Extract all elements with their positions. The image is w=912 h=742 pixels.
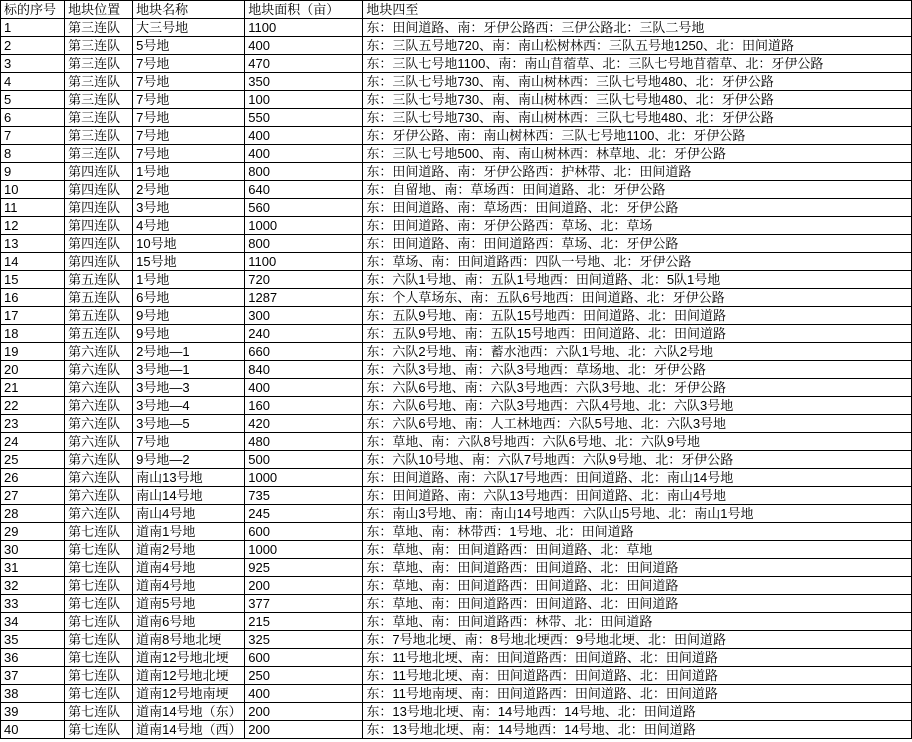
cell-area: 400 xyxy=(245,37,363,55)
cell-area: 1000 xyxy=(245,217,363,235)
cell-area: 720 xyxy=(245,271,363,289)
cell-bounds: 东：草地、南：田间道路西：林带、北：田间道路 xyxy=(363,613,912,631)
table-row xyxy=(1,667,912,685)
cell-name: 道南12号地北埂 xyxy=(133,649,245,667)
cell-location: 第三连队 xyxy=(65,91,133,109)
column-header-area: 地块面积（亩） xyxy=(245,1,363,19)
cell-name: 道南14号地（西） xyxy=(133,721,245,739)
cell-location: 第五连队 xyxy=(65,307,133,325)
cell-bounds: 东：五队9号地、南：五队15号地西：田间道路、北：田间道路 xyxy=(363,307,912,325)
cell-area: 660 xyxy=(245,343,363,361)
cell-name: 7号地 xyxy=(133,109,245,127)
table-row xyxy=(1,235,912,253)
cell-area: 1100 xyxy=(245,253,363,271)
cell-area: 800 xyxy=(245,235,363,253)
table-row xyxy=(1,73,912,91)
cell-name: 7号地 xyxy=(133,145,245,163)
table-row xyxy=(1,397,912,415)
table-row xyxy=(1,451,912,469)
cell-location: 第六连队 xyxy=(65,451,133,469)
cell-area: 400 xyxy=(245,685,363,703)
cell-location: 第六连队 xyxy=(65,469,133,487)
cell-location: 第三连队 xyxy=(65,109,133,127)
cell-location: 第三连队 xyxy=(65,145,133,163)
cell-bounds: 东：11号地北埂、南：田间道路西：田间道路、北：田间道路 xyxy=(363,667,912,685)
cell-seq: 24 xyxy=(1,433,65,451)
cell-area: 200 xyxy=(245,721,363,739)
cell-bounds: 东：13号地北埂、南：14号地西：14号地、北：田间道路 xyxy=(363,721,912,739)
cell-area: 300 xyxy=(245,307,363,325)
table-row xyxy=(1,19,912,37)
table-row xyxy=(1,343,912,361)
table-row xyxy=(1,487,912,505)
cell-name: 南山13号地 xyxy=(133,469,245,487)
table-row xyxy=(1,55,912,73)
table-row xyxy=(1,415,912,433)
cell-bounds: 东：牙伊公路、南：南山树林西：三队七号地1100、北：牙伊公路 xyxy=(363,127,912,145)
cell-location: 第三连队 xyxy=(65,55,133,73)
cell-area: 400 xyxy=(245,127,363,145)
cell-location: 第七连队 xyxy=(65,541,133,559)
cell-name: 7号地 xyxy=(133,433,245,451)
cell-bounds: 东：田间道路、南：牙伊公路西：护林带、北：田间道路 xyxy=(363,163,912,181)
table-row xyxy=(1,559,912,577)
cell-name: 道南5号地 xyxy=(133,595,245,613)
cell-name: 7号地 xyxy=(133,127,245,145)
cell-bounds: 东：田间道路、南：草场西：田间道路、北：牙伊公路 xyxy=(363,199,912,217)
cell-area: 250 xyxy=(245,667,363,685)
cell-bounds: 东：草地、南：田间道路西：田间道路、北：草地 xyxy=(363,541,912,559)
column-header-seq: 标的序号 xyxy=(1,1,65,19)
cell-name: 道南2号地 xyxy=(133,541,245,559)
cell-seq: 6 xyxy=(1,109,65,127)
table-row xyxy=(1,289,912,307)
cell-location: 第三连队 xyxy=(65,37,133,55)
table-row xyxy=(1,577,912,595)
cell-name: 4号地 xyxy=(133,217,245,235)
cell-seq: 18 xyxy=(1,325,65,343)
cell-bounds: 东：六队6号地、南：六队3号地西：六队4号地、北：六队3号地 xyxy=(363,397,912,415)
table-row xyxy=(1,37,912,55)
cell-location: 第七连队 xyxy=(65,649,133,667)
cell-seq: 20 xyxy=(1,361,65,379)
table-header-row xyxy=(1,1,912,19)
cell-area: 1000 xyxy=(245,541,363,559)
table-row xyxy=(1,253,912,271)
table-body xyxy=(1,19,912,739)
cell-seq: 40 xyxy=(1,721,65,739)
cell-location: 第六连队 xyxy=(65,361,133,379)
cell-location: 第七连队 xyxy=(65,613,133,631)
cell-bounds: 东：三队七号地1100、南：南山苜蓿草、北：三队七号地苜蓿草、北：牙伊公路 xyxy=(363,55,912,73)
table-row xyxy=(1,361,912,379)
cell-name: 道南14号地（东） xyxy=(133,703,245,721)
cell-bounds: 东：三队七号地730、南、南山树林西：三队七号地480、北：牙伊公路 xyxy=(363,73,912,91)
cell-bounds: 东：三队五号地720、南：南山松树林西：三队五号地1250、北：田间道路 xyxy=(363,37,912,55)
cell-location: 第四连队 xyxy=(65,163,133,181)
cell-location: 第五连队 xyxy=(65,271,133,289)
cell-area: 1100 xyxy=(245,19,363,37)
cell-seq: 33 xyxy=(1,595,65,613)
cell-bounds: 东：田间道路、南：六队17号地西：田间道路、北：南山14号地 xyxy=(363,469,912,487)
table-row xyxy=(1,685,912,703)
cell-name: 3号地—3 xyxy=(133,379,245,397)
cell-name: 大三号地 xyxy=(133,19,245,37)
cell-area: 400 xyxy=(245,379,363,397)
cell-area: 400 xyxy=(245,145,363,163)
cell-area: 560 xyxy=(245,199,363,217)
cell-bounds: 东：自留地、南：草场西：田间道路、北：牙伊公路 xyxy=(363,181,912,199)
table-row xyxy=(1,379,912,397)
cell-bounds: 东：六队10号地、南：六队7号地西：六队9号地、北：牙伊公路 xyxy=(363,451,912,469)
cell-seq: 21 xyxy=(1,379,65,397)
cell-bounds: 东：个人草场东、南：五队6号地西：田间道路、北：牙伊公路 xyxy=(363,289,912,307)
cell-seq: 2 xyxy=(1,37,65,55)
cell-name: 南山4号地 xyxy=(133,505,245,523)
cell-location: 第六连队 xyxy=(65,433,133,451)
cell-area: 600 xyxy=(245,649,363,667)
cell-seq: 4 xyxy=(1,73,65,91)
cell-name: 道南4号地 xyxy=(133,577,245,595)
cell-seq: 23 xyxy=(1,415,65,433)
cell-location: 第五连队 xyxy=(65,289,133,307)
table-row xyxy=(1,541,912,559)
cell-seq: 5 xyxy=(1,91,65,109)
cell-name: 7号地 xyxy=(133,91,245,109)
cell-bounds: 东：11号地北埂、南：田间道路西：田间道路、北：田间道路 xyxy=(363,649,912,667)
cell-area: 420 xyxy=(245,415,363,433)
cell-seq: 1 xyxy=(1,19,65,37)
cell-seq: 37 xyxy=(1,667,65,685)
cell-area: 800 xyxy=(245,163,363,181)
cell-name: 7号地 xyxy=(133,73,245,91)
cell-seq: 34 xyxy=(1,613,65,631)
cell-location: 第七连队 xyxy=(65,667,133,685)
cell-location: 第六连队 xyxy=(65,343,133,361)
cell-location: 第七连队 xyxy=(65,559,133,577)
cell-name: 9号地—2 xyxy=(133,451,245,469)
cell-name: 9号地 xyxy=(133,307,245,325)
cell-seq: 22 xyxy=(1,397,65,415)
cell-bounds: 东：三队七号地730、南、南山树林西：三队七号地480、北：牙伊公路 xyxy=(363,109,912,127)
cell-location: 第三连队 xyxy=(65,73,133,91)
cell-location: 第七连队 xyxy=(65,523,133,541)
cell-seq: 31 xyxy=(1,559,65,577)
cell-name: 1号地 xyxy=(133,271,245,289)
cell-bounds: 东：13号地北埂、南：14号地西：14号地、北：田间道路 xyxy=(363,703,912,721)
cell-name: 南山14号地 xyxy=(133,487,245,505)
table-row xyxy=(1,181,912,199)
cell-bounds: 东：南山3号地、南：南山14号地西：六队山5号地、北：南山1号地 xyxy=(363,505,912,523)
cell-name: 1号地 xyxy=(133,163,245,181)
cell-location: 第四连队 xyxy=(65,181,133,199)
cell-name: 道南4号地 xyxy=(133,559,245,577)
cell-location: 第四连队 xyxy=(65,253,133,271)
cell-seq: 11 xyxy=(1,199,65,217)
cell-seq: 25 xyxy=(1,451,65,469)
cell-seq: 29 xyxy=(1,523,65,541)
cell-name: 7号地 xyxy=(133,55,245,73)
cell-area: 600 xyxy=(245,523,363,541)
cell-area: 325 xyxy=(245,631,363,649)
cell-location: 第四连队 xyxy=(65,235,133,253)
table-row xyxy=(1,127,912,145)
cell-seq: 28 xyxy=(1,505,65,523)
cell-area: 550 xyxy=(245,109,363,127)
cell-area: 1287 xyxy=(245,289,363,307)
table-row xyxy=(1,145,912,163)
table-header xyxy=(1,1,912,19)
cell-location: 第六连队 xyxy=(65,415,133,433)
table-row xyxy=(1,595,912,613)
cell-name: 2号地—1 xyxy=(133,343,245,361)
cell-area: 1000 xyxy=(245,469,363,487)
cell-area: 377 xyxy=(245,595,363,613)
cell-bounds: 东：草地、南：田间道路西：田间道路、北：田间道路 xyxy=(363,595,912,613)
cell-bounds: 东：六队6号地、南：六队3号地西：六队3号地、北：牙伊公路 xyxy=(363,379,912,397)
cell-seq: 7 xyxy=(1,127,65,145)
cell-name: 9号地 xyxy=(133,325,245,343)
cell-bounds: 东：六队3号地、南：六队3号地西：草场地、北：牙伊公路 xyxy=(363,361,912,379)
cell-bounds: 东：田间道路、南：牙伊公路西：草场、北：草场 xyxy=(363,217,912,235)
cell-name: 道南12号地南埂 xyxy=(133,685,245,703)
table-row xyxy=(1,163,912,181)
cell-bounds: 东：草地、南：六队8号地西：六队6号地、北：六队9号地 xyxy=(363,433,912,451)
table-row xyxy=(1,613,912,631)
cell-bounds: 东：草场、南：田间道路西：四队一号地、北：牙伊公路 xyxy=(363,253,912,271)
table-row xyxy=(1,325,912,343)
cell-area: 640 xyxy=(245,181,363,199)
table-row xyxy=(1,703,912,721)
cell-area: 925 xyxy=(245,559,363,577)
table-row xyxy=(1,307,912,325)
cell-area: 840 xyxy=(245,361,363,379)
cell-name: 道南8号地北埂 xyxy=(133,631,245,649)
cell-area: 160 xyxy=(245,397,363,415)
table-row xyxy=(1,505,912,523)
cell-seq: 38 xyxy=(1,685,65,703)
cell-seq: 26 xyxy=(1,469,65,487)
cell-area: 200 xyxy=(245,577,363,595)
cell-location: 第七连队 xyxy=(65,685,133,703)
cell-area: 350 xyxy=(245,73,363,91)
cell-name: 15号地 xyxy=(133,253,245,271)
table-row xyxy=(1,199,912,217)
table-row xyxy=(1,271,912,289)
cell-area: 240 xyxy=(245,325,363,343)
column-header-location: 地块位置 xyxy=(65,1,133,19)
cell-name: 道南6号地 xyxy=(133,613,245,631)
cell-seq: 30 xyxy=(1,541,65,559)
cell-location: 第六连队 xyxy=(65,487,133,505)
cell-seq: 8 xyxy=(1,145,65,163)
table-row xyxy=(1,433,912,451)
cell-name: 10号地 xyxy=(133,235,245,253)
cell-seq: 15 xyxy=(1,271,65,289)
column-header-bounds: 地块四至 xyxy=(363,1,912,19)
cell-name: 3号地 xyxy=(133,199,245,217)
cell-area: 200 xyxy=(245,703,363,721)
cell-name: 3号地—4 xyxy=(133,397,245,415)
table-row xyxy=(1,91,912,109)
column-header-name: 地块名称 xyxy=(133,1,245,19)
cell-seq: 36 xyxy=(1,649,65,667)
cell-bounds: 东：三队七号地730、南、南山树林西：三队七号地480、北：牙伊公路 xyxy=(363,91,912,109)
cell-location: 第四连队 xyxy=(65,199,133,217)
cell-name: 2号地 xyxy=(133,181,245,199)
cell-seq: 32 xyxy=(1,577,65,595)
cell-area: 245 xyxy=(245,505,363,523)
cell-seq: 39 xyxy=(1,703,65,721)
cell-name: 道南12号地北埂 xyxy=(133,667,245,685)
cell-location: 第三连队 xyxy=(65,127,133,145)
cell-location: 第六连队 xyxy=(65,505,133,523)
cell-area: 500 xyxy=(245,451,363,469)
cell-location: 第五连队 xyxy=(65,325,133,343)
cell-name: 5号地 xyxy=(133,37,245,55)
cell-bounds: 东：11号地南埂、南：田间道路西：田间道路、北：田间道路 xyxy=(363,685,912,703)
cell-seq: 12 xyxy=(1,217,65,235)
cell-location: 第七连队 xyxy=(65,577,133,595)
cell-seq: 14 xyxy=(1,253,65,271)
cell-location: 第三连队 xyxy=(65,19,133,37)
table-row xyxy=(1,469,912,487)
table-row xyxy=(1,631,912,649)
cell-location: 第七连队 xyxy=(65,703,133,721)
cell-area: 470 xyxy=(245,55,363,73)
cell-location: 第七连队 xyxy=(65,595,133,613)
cell-bounds: 东：三队七号地500、南、南山树林西：林草地、北：牙伊公路 xyxy=(363,145,912,163)
cell-name: 6号地 xyxy=(133,289,245,307)
cell-seq: 16 xyxy=(1,289,65,307)
cell-bounds: 东：田间道路、南：田间道路西：草场、北：牙伊公路 xyxy=(363,235,912,253)
cell-seq: 27 xyxy=(1,487,65,505)
cell-seq: 19 xyxy=(1,343,65,361)
cell-seq: 13 xyxy=(1,235,65,253)
cell-name: 3号地—1 xyxy=(133,361,245,379)
cell-area: 480 xyxy=(245,433,363,451)
cell-bounds: 东：田间道路、南：六队13号地西：田间道路、北：南山4号地 xyxy=(363,487,912,505)
cell-bounds: 东：7号地北埂、南：8号地北埂西：9号地北埂、北：田间道路 xyxy=(363,631,912,649)
cell-bounds: 东：六队2号地、南：蓄水池西：六队1号地、北：六队2号地 xyxy=(363,343,912,361)
cell-location: 第七连队 xyxy=(65,631,133,649)
cell-area: 735 xyxy=(245,487,363,505)
table-row xyxy=(1,523,912,541)
cell-location: 第六连队 xyxy=(65,397,133,415)
cell-bounds: 东：草地、南：林带西：1号地、北：田间道路 xyxy=(363,523,912,541)
cell-bounds: 东：草地、南：田间道路西：田间道路、北：田间道路 xyxy=(363,577,912,595)
cell-name: 3号地—5 xyxy=(133,415,245,433)
cell-location: 第七连队 xyxy=(65,721,133,739)
cell-location: 第六连队 xyxy=(65,379,133,397)
cell-seq: 3 xyxy=(1,55,65,73)
cell-bounds: 东：田间道路、南：牙伊公路西：三伊公路北：三队二号地 xyxy=(363,19,912,37)
cell-seq: 9 xyxy=(1,163,65,181)
table-row xyxy=(1,217,912,235)
cell-area: 100 xyxy=(245,91,363,109)
cell-seq: 17 xyxy=(1,307,65,325)
cell-bounds: 东：六队1号地、南：五队1号地西：田间道路、北：5队1号地 xyxy=(363,271,912,289)
cell-name: 道南1号地 xyxy=(133,523,245,541)
table-row xyxy=(1,649,912,667)
cell-seq: 10 xyxy=(1,181,65,199)
cell-location: 第四连队 xyxy=(65,217,133,235)
cell-bounds: 东：草地、南：田间道路西：田间道路、北：田间道路 xyxy=(363,559,912,577)
table-row xyxy=(1,721,912,739)
cell-bounds: 东：五队9号地、南：五队15号地西：田间道路、北：田间道路 xyxy=(363,325,912,343)
cell-bounds: 东：六队6号地、南：人工林地西：六队5号地、北：六队3号地 xyxy=(363,415,912,433)
cell-seq: 35 xyxy=(1,631,65,649)
table-row xyxy=(1,109,912,127)
cell-area: 215 xyxy=(245,613,363,631)
